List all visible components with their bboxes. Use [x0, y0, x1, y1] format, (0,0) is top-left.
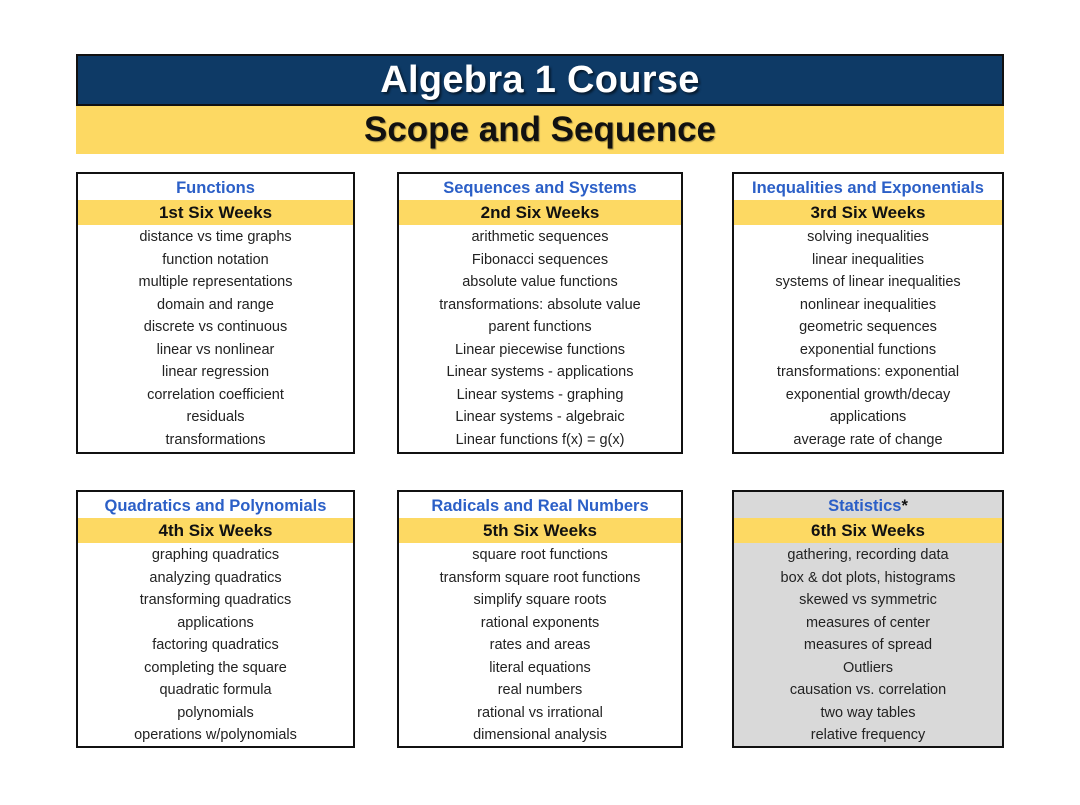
topic-item: box & dot plots, histograms	[780, 569, 956, 586]
topic-item: relative frequency	[810, 727, 926, 743]
unit-title-row	[734, 492, 1002, 518]
topic-item: exponential growth/decay	[785, 386, 951, 403]
topic-item: nonlinear inequalities	[799, 296, 937, 313]
topic-list	[734, 225, 1002, 451]
topic-item: Fibonacci sequences	[471, 251, 609, 268]
unit-card-1	[76, 172, 355, 454]
topic-item: Linear functions f(x) = g(x)	[455, 431, 625, 448]
topic-item: analyzing quadratics	[149, 569, 282, 586]
topic-item: measures of center	[805, 614, 931, 631]
unit-card-4	[76, 490, 355, 748]
topic-list	[78, 543, 353, 747]
topic-item: simplify square roots	[473, 592, 607, 608]
topic-item: gathering, recording data	[787, 547, 949, 563]
topic-item: absolute value functions	[462, 274, 618, 290]
unit-title: Functions	[176, 179, 255, 197]
unit-title: Statistics	[828, 497, 902, 515]
topic-item: skewed vs symmetric	[799, 592, 937, 608]
topic-item: distance vs time graphs	[139, 229, 292, 245]
topic-item: measures of spread	[803, 637, 933, 653]
topic-item: function notation	[162, 251, 269, 268]
topic-item: completing the square	[144, 659, 287, 676]
topic-item: applications	[829, 409, 907, 425]
topic-item: domain and range	[157, 296, 274, 313]
topic-item: dimensional analysis	[473, 727, 607, 743]
topic-item: two way tables	[820, 704, 916, 721]
topic-item: linear inequalities	[811, 251, 925, 268]
topic-item: transformations: absolute value	[439, 296, 641, 313]
footnote-asterisk: *	[901, 497, 908, 515]
course-title: Algebra 1 Course	[76, 54, 1004, 106]
topic-item: linear regression	[161, 364, 270, 380]
topic-item: causation vs. correlation	[789, 682, 947, 698]
unit-card-3	[732, 172, 1004, 454]
topic-item: systems of linear inequalities	[775, 274, 961, 290]
topic-item: discrete vs continuous	[143, 319, 288, 335]
unit-card-6	[732, 490, 1004, 748]
topic-item: transforming quadratics	[139, 592, 292, 608]
topic-item: real numbers	[497, 682, 583, 698]
topic-item: rational vs irrational	[477, 704, 603, 721]
topic-list	[78, 225, 353, 451]
topic-item: average rate of change	[793, 431, 943, 448]
topic-item: linear vs nonlinear	[156, 341, 275, 358]
topic-item: correlation coefficient	[147, 386, 284, 403]
topic-item: residuals	[186, 409, 245, 425]
topic-item: Linear piecewise functions	[454, 341, 626, 358]
topic-item: arithmetic sequences	[471, 229, 609, 245]
topic-list	[734, 543, 1002, 747]
topic-item: rational exponents	[480, 614, 600, 631]
unit-card-2	[397, 172, 683, 454]
topic-item: square root functions	[472, 547, 608, 563]
topic-item: applications	[177, 614, 254, 631]
topic-item: Linear systems - algebraic	[455, 409, 625, 425]
topic-item: transform square root functions	[439, 569, 641, 586]
unit-period: 3rd Six Weeks	[734, 200, 1002, 225]
topic-item: polynomials	[177, 704, 254, 721]
topic-item: quadratic formula	[159, 682, 272, 698]
unit-period: 2nd Six Weeks	[399, 200, 681, 225]
topic-item: graphing quadratics	[151, 547, 280, 563]
topic-item: rates and areas	[489, 637, 591, 653]
topic-item: parent functions	[488, 319, 592, 335]
unit-title: Inequalities and Exponentials	[752, 179, 984, 197]
unit-title: Radicals and Real Numbers	[431, 497, 649, 515]
topic-item: literal equations	[489, 659, 591, 676]
unit-title: Quadratics and Polynomials	[104, 497, 327, 515]
topic-item: solving inequalities	[807, 229, 929, 245]
topic-item: exponential functions	[799, 341, 937, 358]
unit-period: 5th Six Weeks	[399, 518, 681, 543]
unit-card-5	[397, 490, 683, 748]
topic-item: factoring quadratics	[152, 637, 279, 653]
unit-title: Sequences and Systems	[443, 179, 637, 197]
topic-item: Linear systems - applications	[446, 364, 634, 380]
unit-period: 4th Six Weeks	[78, 518, 353, 543]
unit-period: 1st Six Weeks	[78, 200, 353, 225]
header-banner	[76, 54, 1004, 154]
topic-list	[399, 225, 681, 451]
topic-item: transformations	[165, 431, 266, 448]
unit-period: 6th Six Weeks	[734, 518, 1002, 543]
course-subtitle: Scope and Sequence	[76, 106, 1004, 154]
topic-item: operations w/polynomials	[134, 727, 297, 743]
topic-item: geometric sequences	[799, 319, 937, 335]
topic-item: Linear systems - graphing	[456, 386, 624, 403]
topic-item: multiple representations	[138, 274, 293, 290]
topic-item: transformations: exponential	[776, 364, 960, 380]
topic-list	[399, 543, 681, 747]
topic-item: Outliers	[843, 659, 893, 676]
